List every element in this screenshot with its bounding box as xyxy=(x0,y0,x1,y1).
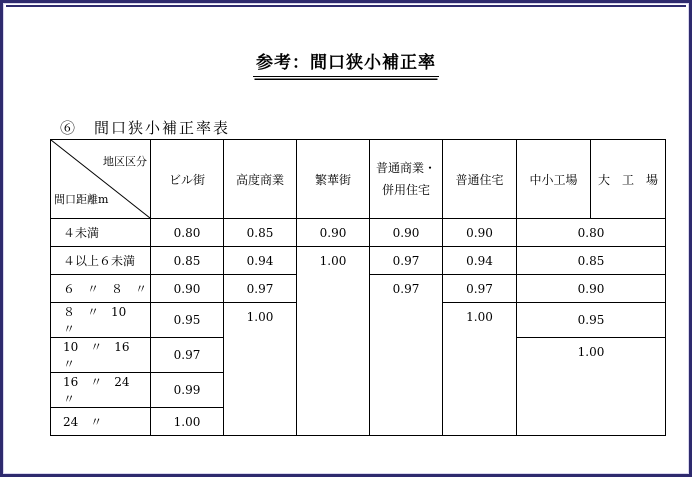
value-cell: 0.90 xyxy=(443,219,517,247)
value-cell: 1.00 xyxy=(297,247,370,436)
frame-top-rule xyxy=(6,5,686,7)
value-cell: 1.00 xyxy=(224,303,297,436)
frontage-correction-table xyxy=(50,139,666,436)
row-label: ４以上６未満 xyxy=(51,247,151,275)
row-label: ４未満 xyxy=(51,219,151,247)
value-cell: 0.94 xyxy=(443,247,517,275)
header-small-factory: 中小工場 xyxy=(517,140,591,219)
header-general-commercial-line1: 普通商業・ xyxy=(375,161,436,175)
row-label: 24 〃 xyxy=(51,408,151,436)
value-cell: 0.90 xyxy=(517,275,666,303)
value-cell: 0.95 xyxy=(151,303,224,338)
frontage-label: 間口距離m xyxy=(54,193,109,206)
value-cell: 0.90 xyxy=(297,219,370,247)
value-cell: 0.85 xyxy=(517,247,666,275)
value-cell: 0.97 xyxy=(370,247,443,275)
row-label: ６ 〃 ８ 〃 xyxy=(51,275,151,303)
header-general-residential: 普通住宅 xyxy=(443,140,517,219)
page-title-text: 参考：間口狭小補正率 xyxy=(253,48,439,77)
value-cell: 0.97 xyxy=(224,275,297,303)
value-cell: 0.90 xyxy=(370,219,443,247)
row-label: 16 〃 24 〃 xyxy=(51,373,151,408)
value-cell: 0.94 xyxy=(224,247,297,275)
district-label: 地区区分 xyxy=(103,155,147,168)
header-building-district: ビル街 xyxy=(151,140,224,219)
value-cell: 0.80 xyxy=(151,219,224,247)
row-label: ８ 〃 10 〃 xyxy=(51,303,151,338)
value-cell: 1.00 xyxy=(151,408,224,436)
value-cell: 0.97 xyxy=(151,338,224,373)
value-cell: 0.85 xyxy=(151,247,224,275)
value-cell: 1.00 xyxy=(443,303,517,436)
page-title xyxy=(0,48,692,77)
header-large-factory: 大 工 場 xyxy=(591,140,666,219)
table-row xyxy=(51,219,666,247)
corner-header-cell xyxy=(51,140,151,219)
table-row xyxy=(51,247,666,275)
table-caption: ⑥ 間口狭小補正率表 xyxy=(60,119,231,137)
row-label: 10 〃 16 〃 xyxy=(51,338,151,373)
header-high-commercial: 高度商業 xyxy=(224,140,297,219)
value-cell: 0.90 xyxy=(151,275,224,303)
header-general-commercial xyxy=(370,140,443,219)
header-busy-street: 繁華街 xyxy=(297,140,370,219)
value-cell: 0.85 xyxy=(224,219,297,247)
value-cell: 0.80 xyxy=(517,219,666,247)
value-cell: 0.97 xyxy=(370,275,443,436)
value-cell: 0.95 xyxy=(517,303,666,338)
header-row xyxy=(51,140,666,219)
value-cell: 0.99 xyxy=(151,373,224,408)
value-cell: 1.00 xyxy=(517,338,666,436)
value-cell: 0.97 xyxy=(443,275,517,303)
header-general-commercial-line2: 併用住宅 xyxy=(381,183,430,197)
